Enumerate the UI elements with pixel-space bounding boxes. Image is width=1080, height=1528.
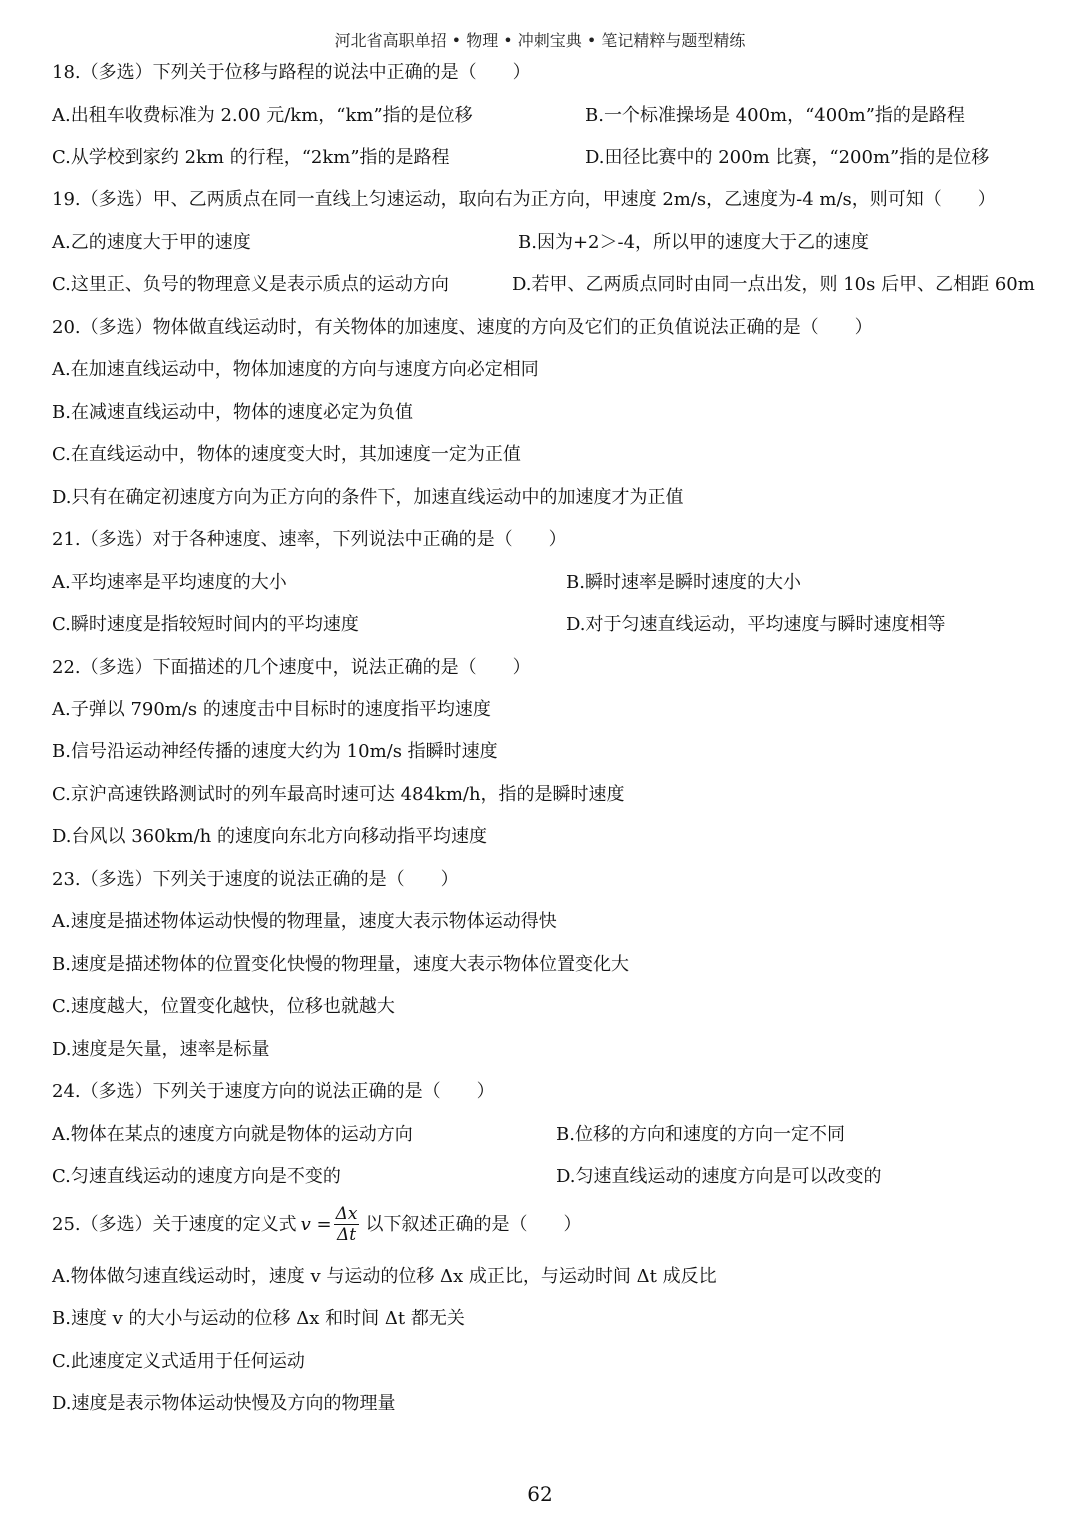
q20-option-a: A.在加速直线运动中，物体加速度的方向与速度方向必定相同 — [52, 359, 539, 380]
q23-stem: 23.（多选）下列关于速度的说法正确的是（ ） — [52, 869, 459, 890]
q21-stem: 21.（多选）对于各种速度、速率，下列说法中正确的是（ ） — [52, 529, 567, 550]
q18-option-d: D.田径比赛中的 200m 比赛，“200m”指的是位移 — [585, 147, 990, 168]
q23-option-c: C.速度越大，位置变化越快，位移也就越大 — [52, 996, 395, 1017]
q23-option-b: B.速度是描述物体的位置变化快慢的物理量，速度大表示物体位置变化大 — [52, 954, 629, 975]
q25-formula-denominator: Δt — [336, 1225, 357, 1245]
q23-option-d: D.速度是矢量，速率是标量 — [52, 1039, 270, 1060]
q22-stem: 22.（多选）下面描述的几个速度中，说法正确的是（ ） — [52, 657, 531, 678]
q18-option-a: A.出租车收费标准为 2.00 元/km，“km”指的是位移 — [52, 105, 473, 126]
q22-option-a: A.子弹以 790m/s 的速度击中目标时的速度指平均速度 — [52, 699, 491, 720]
q20-stem: 20.（多选）物体做直线运动时，有关物体的加速度、速度的方向及它们的正负值说法正确的是（ ） — [52, 317, 873, 338]
q18-option-c: C.从学校到家约 2km 的行程，“2km”指的是路程 — [52, 147, 450, 168]
q25-option-d: D.速度是表示物体运动快慢及方向的物理量 — [52, 1393, 396, 1414]
q25-option-a: A.物体做匀速直线运动时，速度 v 与运动的位移 Δx 成正比，与运动时间 Δt 成反比 — [52, 1266, 717, 1287]
q24-option-a: A.物体在某点的速度方向就是物体的运动方向 — [52, 1124, 413, 1145]
q21-option-b: B.瞬时速率是瞬时速度的大小 — [566, 572, 801, 593]
page-number: 62 — [527, 1482, 553, 1506]
q24-option-b: B.位移的方向和速度的方向一定不同 — [556, 1124, 845, 1145]
q21-option-d: D.对于匀速直线运动，平均速度与瞬时速度相等 — [566, 614, 946, 635]
q19-option-c: C.这里正、负号的物理意义是表示质点的运动方向 — [52, 274, 449, 295]
q19-option-d: D.若甲、乙两质点同时由同一点出发，则 10s 后甲、乙相距 60m — [512, 274, 1035, 295]
q20-option-b: B.在减速直线运动中，物体的速度必定为负值 — [52, 402, 413, 423]
q24-option-c: C.匀速直线运动的速度方向是不变的 — [52, 1166, 341, 1187]
q22-option-d: D.台风以 360km/h 的速度向东北方向移动指平均速度 — [52, 826, 487, 847]
q25-formula-lhs: v = — [300, 1213, 332, 1235]
q19-stem: 19.（多选）甲、乙两质点在同一直线上匀速运动，取向右为正方向，甲速度 2m/s，乙速度为-4 m/s，则可知（ ） — [52, 189, 996, 210]
q25-stem — [52, 1204, 581, 1245]
q23-option-a: A.速度是描述物体运动快慢的物理量，速度大表示物体运动得快 — [52, 911, 557, 932]
q25-option-b: B.速度 v 的大小与运动的位移 Δx 和时间 Δt 都无关 — [52, 1308, 465, 1329]
q25-option-c: C.此速度定义式适用于任何运动 — [52, 1351, 305, 1372]
q24-stem: 24.（多选）下列关于速度方向的说法正确的是（ ） — [52, 1081, 495, 1102]
q19-option-a: A.乙的速度大于甲的速度 — [52, 232, 251, 253]
q25-stem-after: 以下叙述正确的是（ ） — [365, 1213, 582, 1235]
q22-option-b: B.信号沿运动神经传播的速度大约为 10m/s 指瞬时速度 — [52, 741, 498, 762]
q24-option-d: D.匀速直线运动的速度方向是可以改变的 — [556, 1166, 882, 1187]
q20-option-d: D.只有在确定初速度方向为正方向的条件下，加速直线运动中的加速度才为正值 — [52, 487, 684, 508]
q25-formula-numerator: Δx — [335, 1204, 358, 1224]
q18-option-b: B.一个标准操场是 400m，“400m”指的是路程 — [585, 105, 965, 126]
q22-option-c: C.京沪高速铁路测试时的列车最高时速可达 484km/h，指的是瞬时速度 — [52, 784, 625, 805]
q21-option-a: A.平均速率是平均速度的大小 — [52, 572, 287, 593]
q19-option-b: B.因为+2＞-4，所以甲的速度大于乙的速度 — [518, 232, 870, 253]
q25-stem-before: 25.（多选）关于速度的定义式 — [52, 1213, 297, 1235]
q20-option-c: C.在直线运动中，物体的速度变大时，其加速度一定为正值 — [52, 444, 521, 465]
q18-stem: 18.（多选）下列关于位移与路程的说法中正确的是（ ） — [52, 62, 531, 83]
q25-formula-fraction — [334, 1204, 360, 1245]
q21-option-c: C.瞬时速度是指较短时间内的平均速度 — [52, 614, 359, 635]
page-header: 河北省高职单招 • 物理 • 冲刺宝典 • 笔记精粹与题型精练 — [334, 31, 746, 50]
